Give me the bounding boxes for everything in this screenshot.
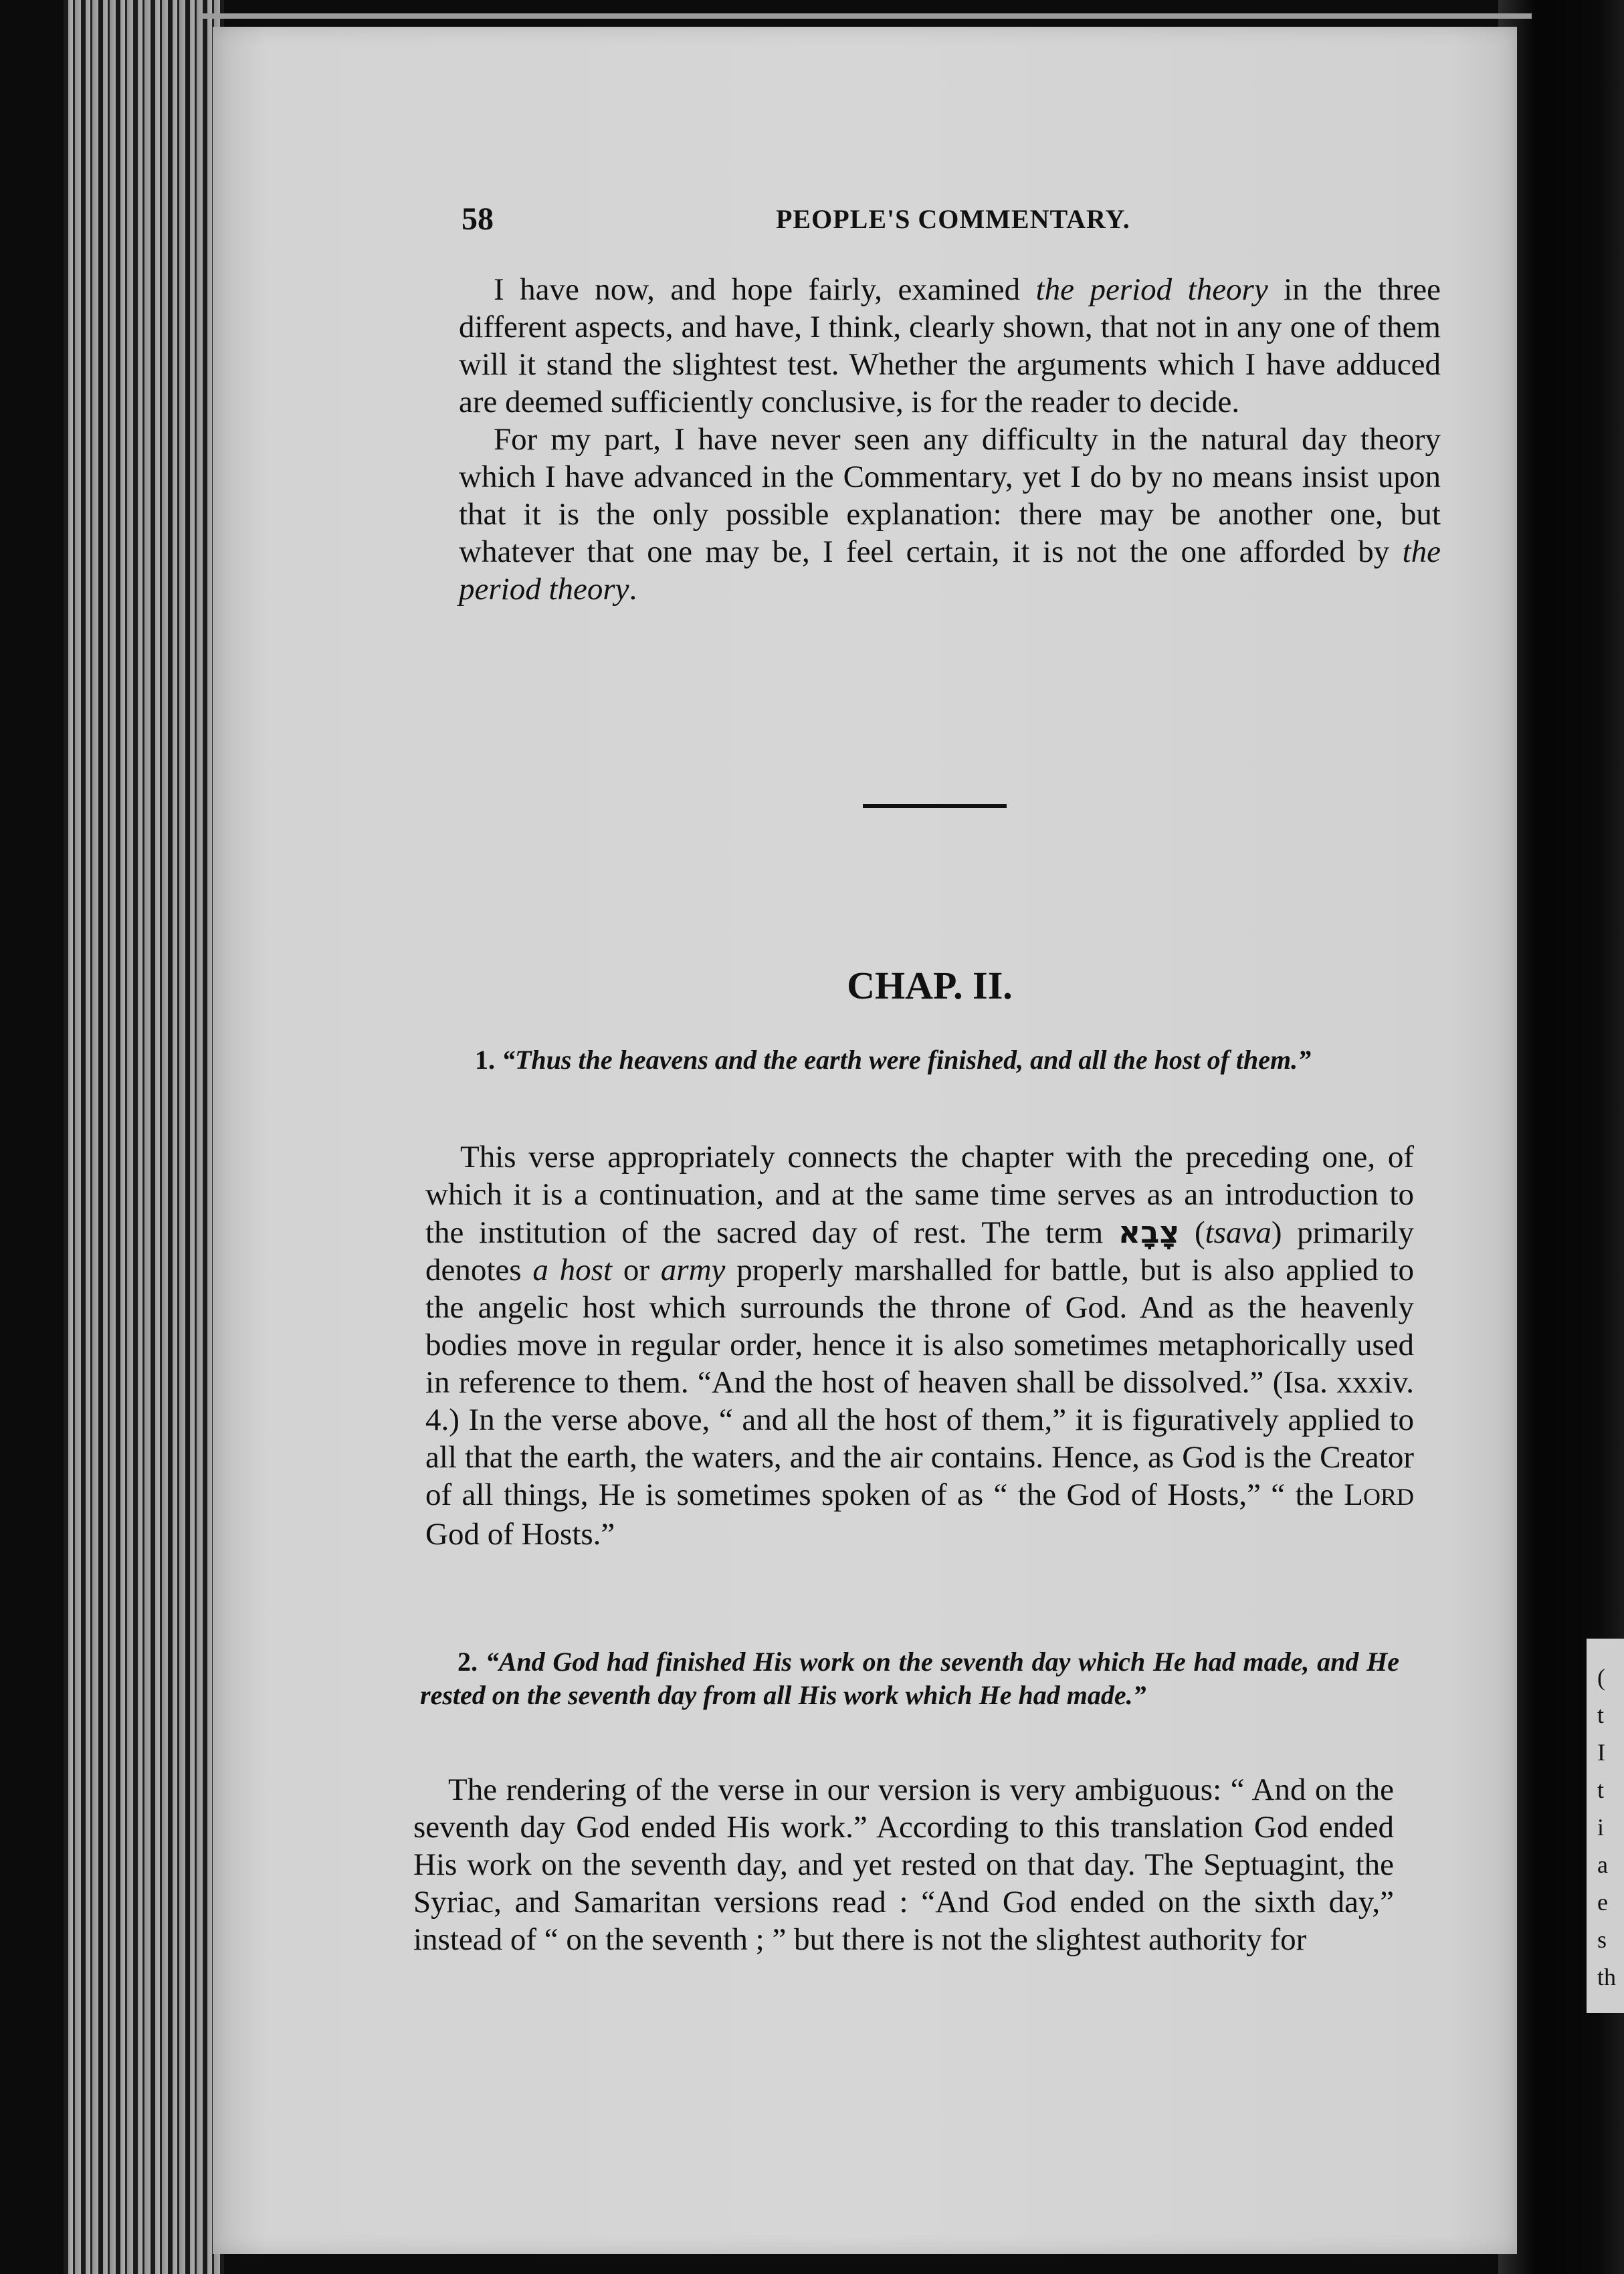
paragraph-period-theory — [459, 271, 1441, 608]
paragraph-tsava: This verse appropriately connects the chapter with the preceding one, of which it is a continuation, and at the same time serves as an introduction to the institution of the sacred day of rest. The term צָבָא (tsava) primarily denotes a host or army properly marshalled for battle, but is also applied to the angelic host which surrounds the throne of God. And as the heavenly bodies move in regular order, hence it is also sometimes metaphorically used in reference to them. “And the host of heaven shall be dissolved.” (Isa. xxxiv. 4.) In the verse above, “ and all the host of them,” it is figuratively applied to all that the earth, the waters, and the air contains. Hence, as God is the Creator of all things, He is sometimes spoken of as “ the God of Hosts,” “ the LORD God of Hosts.” — [425, 1140, 1414, 1552]
section-divider — [863, 804, 1007, 808]
book-page-edges — [64, 0, 224, 2274]
verse-text: “Thus the heavens and the earth were finished, and all the host of them.” — [502, 1045, 1312, 1075]
adjacent-page-letters: ( t I t i a e s th — [1597, 1664, 1617, 1990]
verse-1 — [437, 1043, 1422, 1077]
verse-2 — [420, 1645, 1399, 1712]
page-number: 58 — [462, 201, 494, 237]
paragraph-rendering: The rendering of the verse in our version is very ambiguous: “ And on the seventh day God ended His work.” According to this translation God ended His work on the seventh day, and yet rested on that day. The Septuagint, the Syriac, and Samaritan versions read : “And God ended on the sixth day,” instead of “ on the seventh ; ” but there is not the slightest authority for — [413, 1772, 1394, 1957]
hebrew-word: צָבָא — [1118, 1214, 1180, 1250]
verse-number: 2. — [458, 1647, 478, 1677]
verse-number: 1. — [475, 1045, 495, 1075]
verse-text: “And God had finished His work on the seventh day which He had made, and He rested on the seventh day from all His work which He had made.” — [420, 1647, 1400, 1710]
paragraph: For my part, I have never seen any difficulty in the natural day theory which I have advanced in the Commentary, yet I do by no means insist upon that it is the only possible explanation: there may be another one, but whatever that one may be, I feel certain, it is not the one afforded by the period theory. — [459, 422, 1441, 607]
chapter-heading: CHAP. II. — [847, 964, 1013, 1007]
page-header — [462, 201, 1398, 247]
running-title: PEOPLE'S COMMENTARY. — [776, 204, 1130, 234]
paragraph: I have now, and hope fairly, examined the period theory in the three different aspects, and have, I think, clearly shown, that not in any one of them will it stand the slightest test. Whether the arguments which I have adduced are deemed sufficiently conclusive, is for the reader to decide. — [459, 272, 1441, 419]
